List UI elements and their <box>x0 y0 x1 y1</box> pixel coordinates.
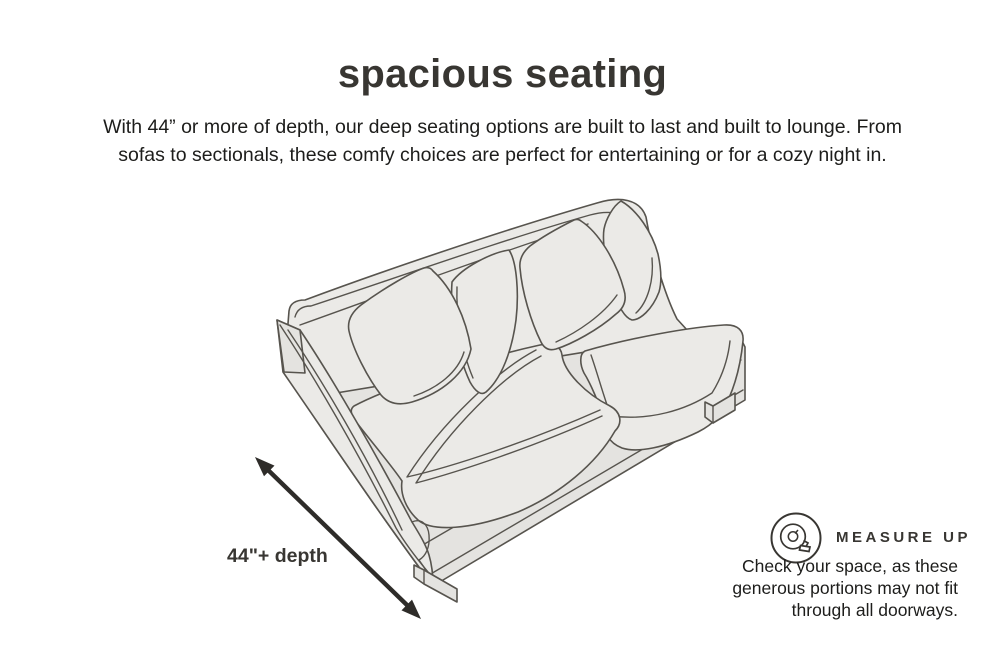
page-title: spacious seating <box>337 52 668 96</box>
intro-line-2: sofas to sectionals, these comfy choices are perfect for entertaining or for a cozy night in. <box>118 144 887 166</box>
measure-up-note-line-3: through all doorways. <box>791 600 958 620</box>
depth-measurement-label: 44"+ depth <box>227 545 328 567</box>
measure-up-note <box>728 555 958 621</box>
measure-up-note-line-1: Check your space, as these <box>742 556 958 576</box>
intro-line-1: With 44” or more of depth, our deep seating options are built to last and built to lounge. From <box>103 116 902 138</box>
measure-up-note-line-2: generous portions may not fit <box>732 578 958 598</box>
measure-up-heading: MEASURE UP <box>836 529 972 546</box>
